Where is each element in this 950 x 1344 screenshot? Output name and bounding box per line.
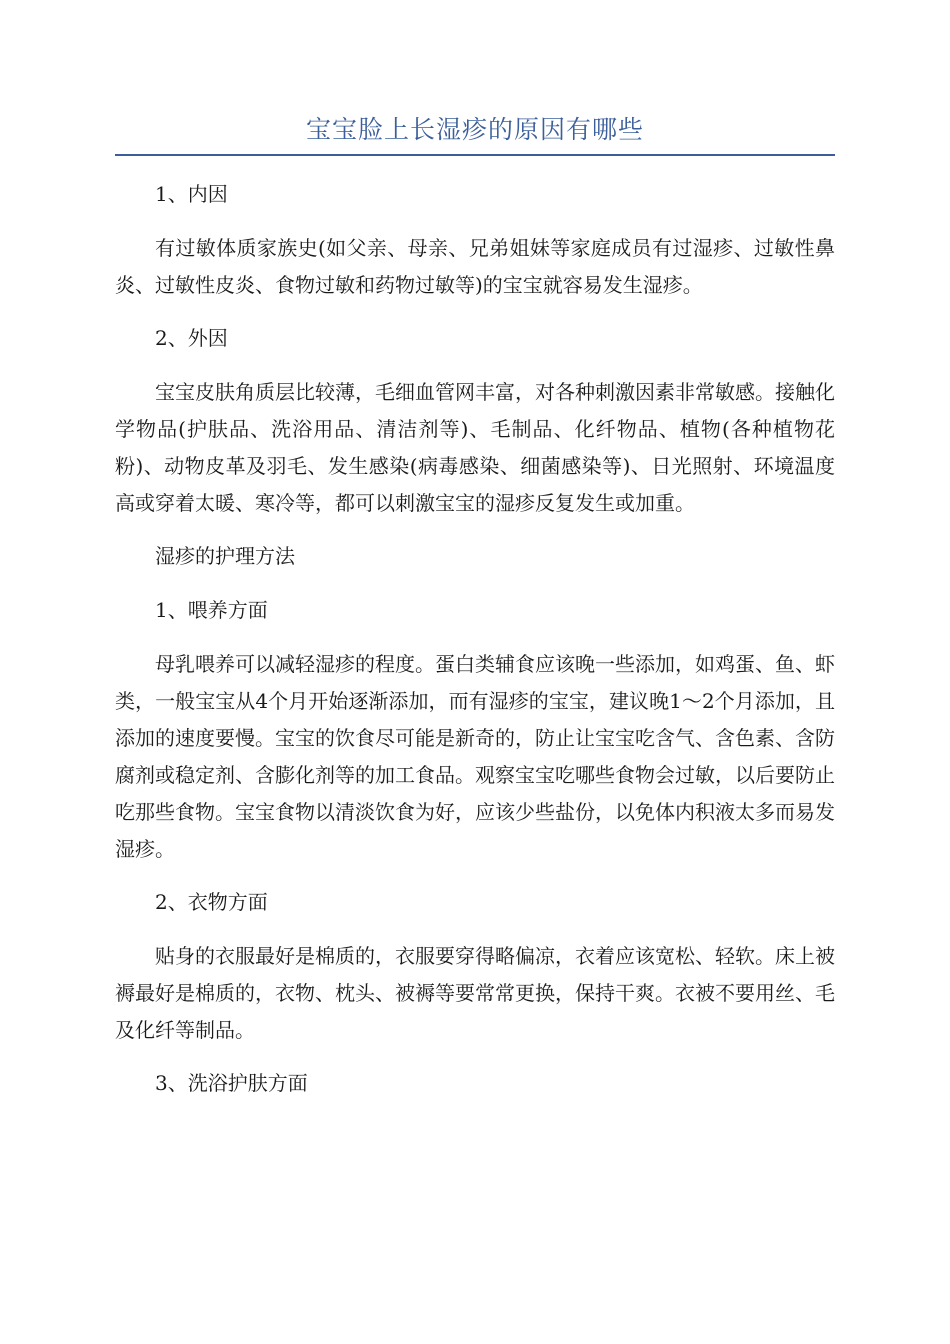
paragraph-feeding: 母乳喂养可以减轻湿疹的程度。蛋白类辅食应该晚一些添加，如鸡蛋、鱼、虾类，一般宝宝从4个月开始逐渐添加，而有湿疹的宝宝，建议晚1～2个月添加，且添加的速度要慢。宝宝的饮食尽可能是新奇的，防止让宝宝吃含气、含色素、含防腐剂或稳定剂、含膨化剂等的加工食品。观察宝宝吃哪些食物会过敏，以后要防止吃那些食物。宝宝食物以清淡饮食为好，应该少些盐份，以免体内积液太多而易发湿疹。 xyxy=(115,652,835,861)
section-heading-care-methods: 湿疹的护理方法 xyxy=(155,544,295,568)
section-heading-internal-causes: 1、内因 xyxy=(155,182,228,206)
title-underline xyxy=(115,154,835,156)
paragraph-clothing: 贴身的衣服最好是棉质的，衣服要穿得略偏凉，衣着应该宽松、轻软。床上被褥最好是棉质的，衣物、枕头、被褥等要常常更换，保持干爽。衣被不要用丝、毛及化纤等制品。 xyxy=(115,944,835,1042)
section-heading-external-causes: 2、外因 xyxy=(155,326,228,350)
section-heading-clothing: 2、衣物方面 xyxy=(155,890,268,914)
paragraph-external-causes: 宝宝皮肤角质层比较薄，毛细血管网丰富，对各种刺激因素非常敏感。接触化学物品(护肤品、洗浴用品、清洁剂等)、毛制品、化纤物品、植物(各种植物花粉)、动物皮革及羽毛、发生感染(病毒感染、细菌感染等)、日光照射、环境温度高或穿着太暖、寒冷等，都可以刺激宝宝的湿疹反复发生或加重。 xyxy=(115,380,835,515)
document-body xyxy=(115,176,835,1119)
section-heading-bathing-skincare: 3、洗浴护肤方面 xyxy=(155,1071,308,1095)
document-title: 宝宝脸上长湿疹的原因有哪些 xyxy=(305,115,644,144)
section-heading-feeding: 1、喂养方面 xyxy=(155,598,268,622)
paragraph-internal-causes: 有过敏体质家族史(如父亲、母亲、兄弟姐妹等家庭成员有过湿疹、过敏性鼻炎、过敏性皮炎、食物过敏和药物过敏等)的宝宝就容易发生湿疹。 xyxy=(115,236,835,297)
